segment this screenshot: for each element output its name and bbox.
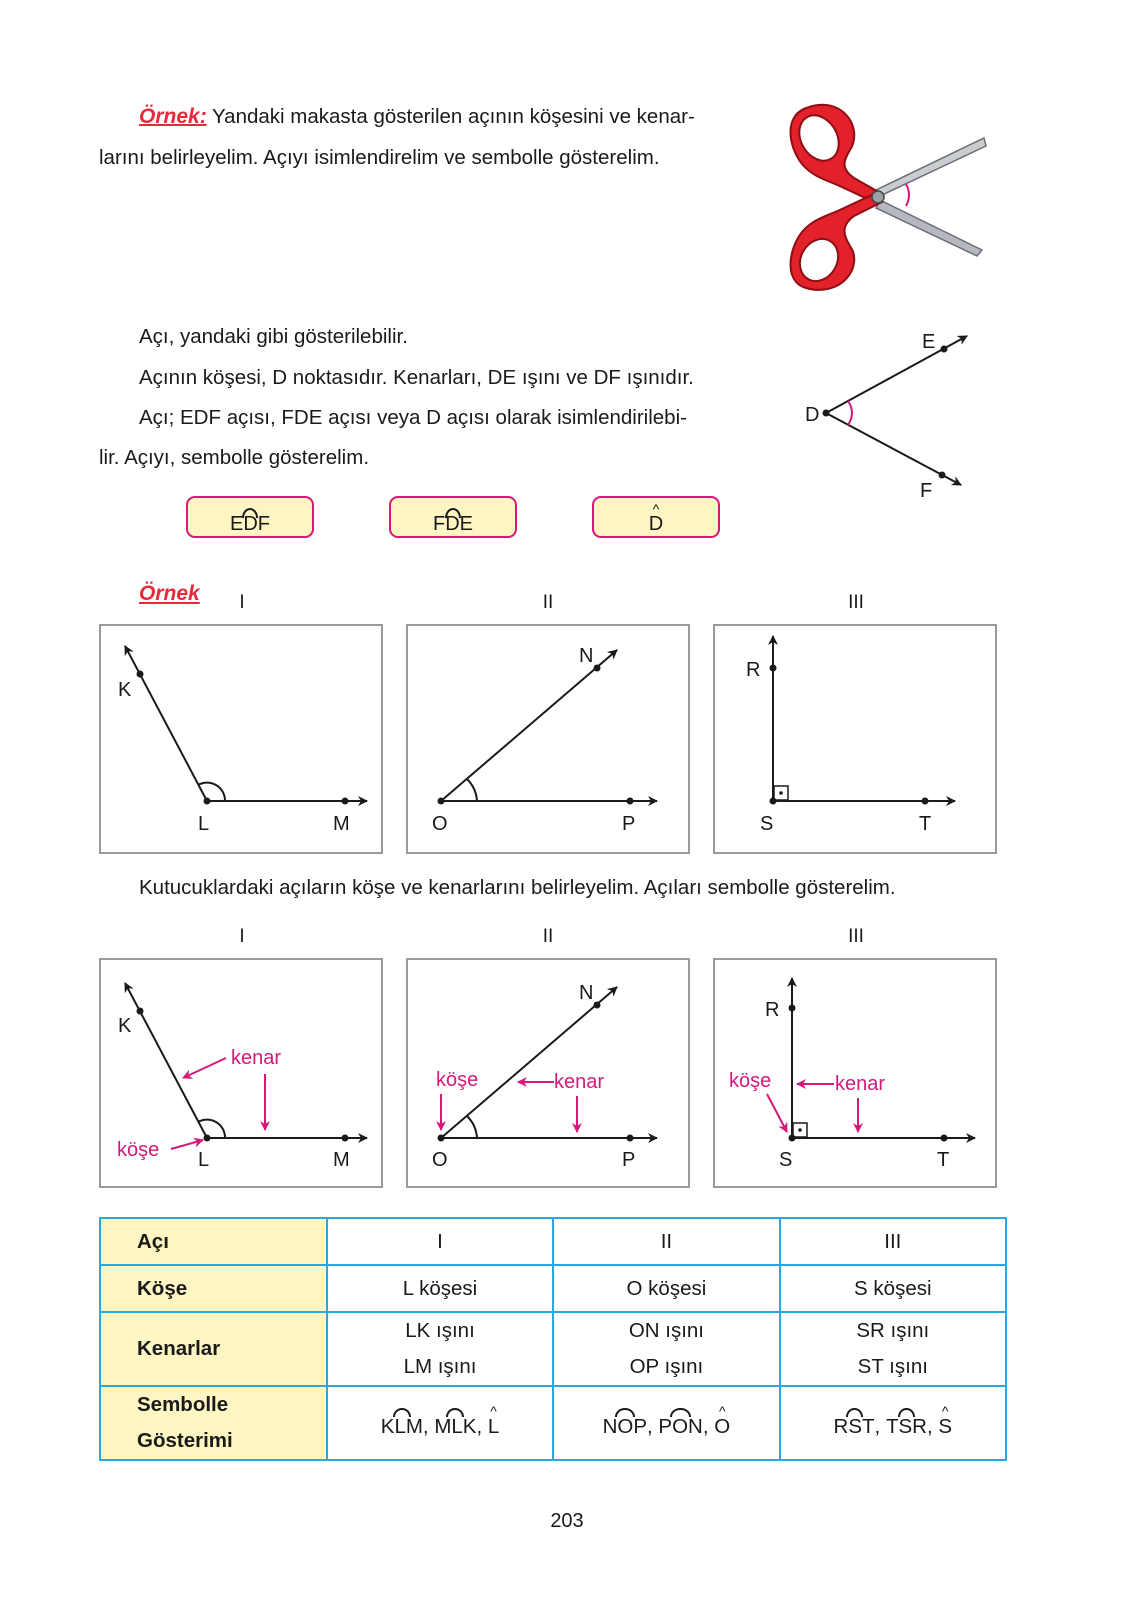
- point-r-label: R: [746, 659, 761, 681]
- symbol-cell: RST, TSR, ^ S: [780, 1386, 1006, 1460]
- point-k-label: K: [118, 679, 132, 701]
- example1-line1: Örnek: Yandaki makasta gösterilen açının köşesini ve kenar-: [139, 105, 695, 128]
- explanation-p3-line1: Açı; EDF açısı, FDE açısı veya D açısı olarak isimlendirilebi-: [139, 406, 687, 429]
- table-row: Açı I II III: [100, 1218, 1006, 1265]
- kenar-annotation: kenar: [231, 1047, 282, 1069]
- roman-iii-top: III: [848, 592, 864, 613]
- point-p-label: P: [622, 1149, 636, 1171]
- point-e-label: E: [922, 331, 936, 353]
- roman-iii-bottom: III: [848, 926, 864, 947]
- kose-annotation: köşe: [729, 1070, 772, 1092]
- point-o-label: O: [432, 813, 448, 835]
- point-s-label: S: [760, 813, 774, 835]
- symbol-cell: KLM, MLK, ^ L: [327, 1386, 553, 1460]
- example-label: Örnek:: [139, 105, 207, 128]
- point-o-label: O: [432, 1149, 448, 1171]
- panel-ii-annotated: [406, 958, 690, 1188]
- panel-i-top: [99, 624, 383, 854]
- row-label-symbol: Sembolle Gösterimi: [100, 1386, 327, 1460]
- symbol-box-edf: EDF: [186, 496, 314, 538]
- example2-label: Örnek: [139, 582, 200, 605]
- point-t-label: T: [919, 813, 932, 835]
- explanation-p1: Açı, yandaki gibi gösterilebilir.: [139, 325, 408, 348]
- table-row: Kenarlar LK ışını LM ışını ON ışını OP ışını SR ışını ST ışını: [100, 1312, 1006, 1386]
- point-l-label: L: [198, 813, 210, 835]
- point-f-label: F: [920, 480, 933, 502]
- point-s-label: S: [779, 1149, 793, 1171]
- symbol-box-fde: FDE: [389, 496, 517, 538]
- row-label-vertex: Köşe: [100, 1265, 327, 1312]
- panel-iii-top: [713, 624, 997, 854]
- kenar-annotation: kenar: [835, 1073, 886, 1095]
- roman-i-top: I: [239, 592, 245, 613]
- point-n-label: N: [579, 645, 594, 667]
- point-k-label: K: [118, 1015, 132, 1037]
- row-label-sides: Kenarlar: [100, 1312, 327, 1386]
- kenar-annotation: kenar: [554, 1071, 605, 1093]
- table-row: Köşe L köşesi O köşesi S köşesi: [100, 1265, 1006, 1312]
- kose-annotation: köşe: [436, 1069, 479, 1091]
- row-label-angle: Açı: [100, 1218, 327, 1265]
- roman-ii-top: II: [542, 592, 554, 613]
- instruction-text: Kutucuklardaki açıların köşe ve kenarlarını belirleyelim. Açıları sembolle gösterelim.: [139, 876, 896, 899]
- panel-i-annotated: [99, 958, 383, 1188]
- explanation-p2: Açının köşesi, D noktasıdır. Kenarları, DE ışını ve DF ışınıdır.: [139, 366, 694, 389]
- point-m-label: M: [333, 813, 350, 835]
- table-row: [100, 1386, 1006, 1460]
- scissors-illustration: [784, 98, 1014, 298]
- point-r-label: R: [765, 999, 780, 1021]
- kose-annotation: köşe: [117, 1139, 160, 1161]
- panel-ii-top: [406, 624, 690, 854]
- symbol-cell: NOP, PON, ^ O: [553, 1386, 779, 1460]
- point-d-label: D: [805, 404, 820, 426]
- explanation-p3-line2: lir. Açıyı, sembolle gösterelim.: [99, 446, 370, 469]
- panel-iii-annotated: [713, 958, 997, 1188]
- point-l-label: L: [198, 1149, 210, 1171]
- roman-ii-bottom: II: [542, 926, 554, 947]
- point-t-label: T: [937, 1149, 950, 1171]
- point-n-label: N: [579, 982, 594, 1004]
- angle-arc: [848, 401, 852, 425]
- page-number: 203: [550, 1510, 584, 1532]
- summary-table: [99, 1217, 1007, 1461]
- point-p-label: P: [622, 813, 636, 835]
- roman-i-bottom: I: [239, 926, 245, 947]
- angle-edf-diagram: [790, 325, 980, 510]
- point-m-label: M: [333, 1149, 350, 1171]
- symbol-box-d: ^ D: [592, 496, 720, 538]
- example1-line2: larını belirleyelim. Açıyı isimlendirelim ve sembolle gösterelim.: [99, 146, 660, 169]
